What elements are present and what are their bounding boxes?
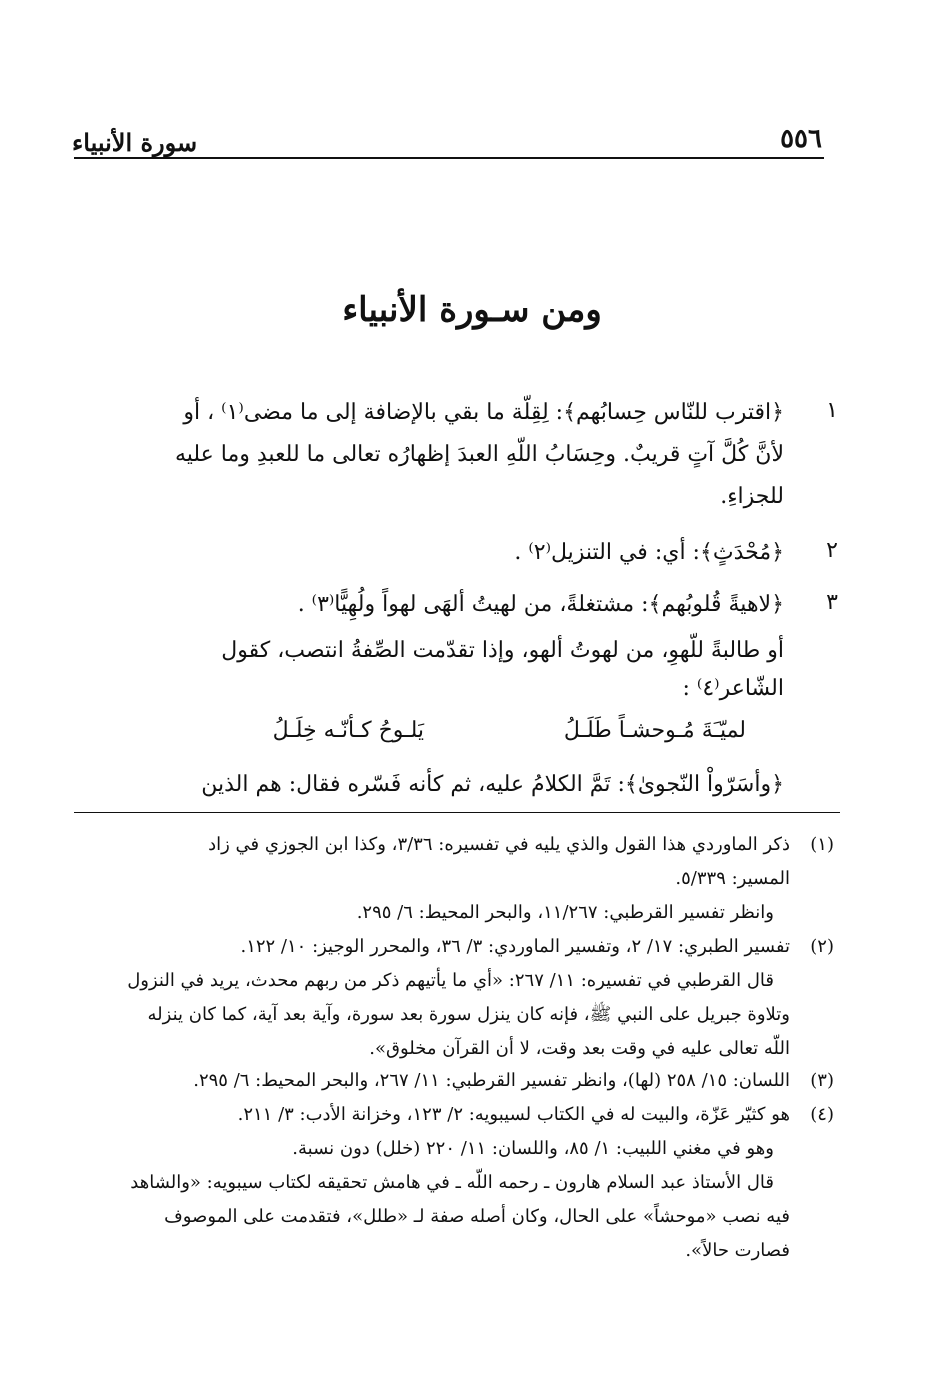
footnote-line: المسير: ٥/٣٣٩. bbox=[675, 868, 790, 889]
entry-text-line: للجزاءِ. bbox=[720, 484, 784, 509]
verse-hemistich-first: لميّـَةَ مُـوحشـاً طَلَـلُ bbox=[563, 718, 746, 743]
footnote-line: قال القرطبي في تفسيره: ١١/ ٢٦٧: «أي ما يأتيهم ذكر من ربهم محدث، يريد في النزول bbox=[127, 970, 774, 991]
chapter-title: ومن سـورة الأنبياء bbox=[342, 290, 602, 330]
footnote-line: اللسان: ١٥/ ٢٥٨ (لها)، وانظر تفسير القرطبي: ١١/ ٢٦٧، والبحر المحيط: ٦/ ٢٩٥. bbox=[193, 1070, 790, 1091]
entry-number: ٣ bbox=[826, 590, 838, 615]
footnote-line: تفسير الطبري: ١٧/ ٢، وتفسير الماوردي: ٣/ ٣٦، والمحرر الوجيز: ١٠/ ١٢٢. bbox=[240, 936, 790, 957]
entry-text-line: أو طالبةً للّهوِ، من لهوتُ ألهو، وإذا تقدّمت الصِّفةُ انتصب، كقول bbox=[221, 638, 784, 663]
footnote-line: فيه نصب «موحشاً» على الحال، وكان أصله صفة لـ «طلل»، فتقدمت على الموصوف bbox=[164, 1206, 790, 1227]
footnote-rule bbox=[74, 812, 840, 813]
entry-text-line: ﴿وأسَرّواْ النّجوىٰ﴾: تَمَّ الكلامُ عليه، ثم كأنه فَسّره فقال: هم الذين bbox=[201, 772, 784, 797]
footnote-line: ذكر الماوردي هذا القول والذي يليه في تفسيره: ٣/٣٦، وكذا ابن الجوزي في زاد bbox=[208, 834, 790, 855]
footnote-number: (٣) bbox=[810, 1070, 834, 1091]
entry-text-line: لأنَّ كُلَّ آتٍ قريبٌ. وحِسَابُ اللّهِ العبدَ إظهارُه تعالى ما للعبدِ وما عليه bbox=[174, 442, 784, 467]
footnote-line: وهو في مغني اللبيب: ١/ ٨٥، واللسان: ١١/ ٢٢٠ (خلل) دون نسبة. bbox=[292, 1138, 774, 1159]
page-number: ٥٥٦ bbox=[780, 124, 822, 154]
footnote-line: وانظر تفسير القرطبي: ١١/٢٦٧، والبحر المحيط: ٦/ ٢٩٥. bbox=[356, 902, 774, 923]
footnote-line: قال الأستاذ عبد السلام هارون ـ رحمه اللّه ـ في هامش تحقيقه لكتاب سيبويه: «والشاهد bbox=[130, 1172, 774, 1193]
entry-text-line: الشّاعر⁽٤⁾ : bbox=[682, 676, 784, 701]
entry-text-line: ﴿لاهيةً قُلوبُهم﴾: مشتغلةً، من لهيتُ ألهَى لهواً ولُهِيًّا⁽٣⁾ . bbox=[297, 592, 784, 617]
footnote-number: (١) bbox=[810, 834, 834, 855]
entry-text-line: ﴿اقترب للنّاس حِسابُهم﴾: لِقِلّة ما بقي بالإضافة إلى ما مضى⁽١⁾ ، أو bbox=[183, 400, 784, 425]
footnote-line: اللّه تعالى عليه في وقت بعد وقت، لا أن القرآن مخلوق». bbox=[369, 1038, 790, 1059]
header-rule bbox=[74, 157, 824, 159]
entry-text-line: ﴿مُحْدَثٍ﴾: أي: في التنزيل⁽٢⁾ . bbox=[514, 540, 784, 565]
footnote-number: (٢) bbox=[810, 936, 834, 957]
footnote-number: (٤) bbox=[810, 1104, 834, 1125]
entry-number: ٢ bbox=[826, 538, 838, 563]
footnote-line: فصارت حالاً». bbox=[685, 1240, 790, 1261]
footnote-line: وتلاوة جبريل على النبي ﷺ، فإنه كان ينزل سورة بعد سورة، وآية بعد آية، كما كان ينزله bbox=[147, 1004, 790, 1025]
verse-hemistich-second: يَلـوحُ كـأنّـه خِلَـلُ bbox=[272, 718, 424, 743]
entry-number: ١ bbox=[826, 398, 838, 423]
running-header-surah: سورة الأنبياء bbox=[72, 128, 198, 157]
footnote-line: هو كثيّر عَزّة، والبيت له في الكتاب لسيبويه: ٢/ ١٢٣، وخزانة الأدب: ٣/ ٢١١. bbox=[237, 1104, 790, 1125]
